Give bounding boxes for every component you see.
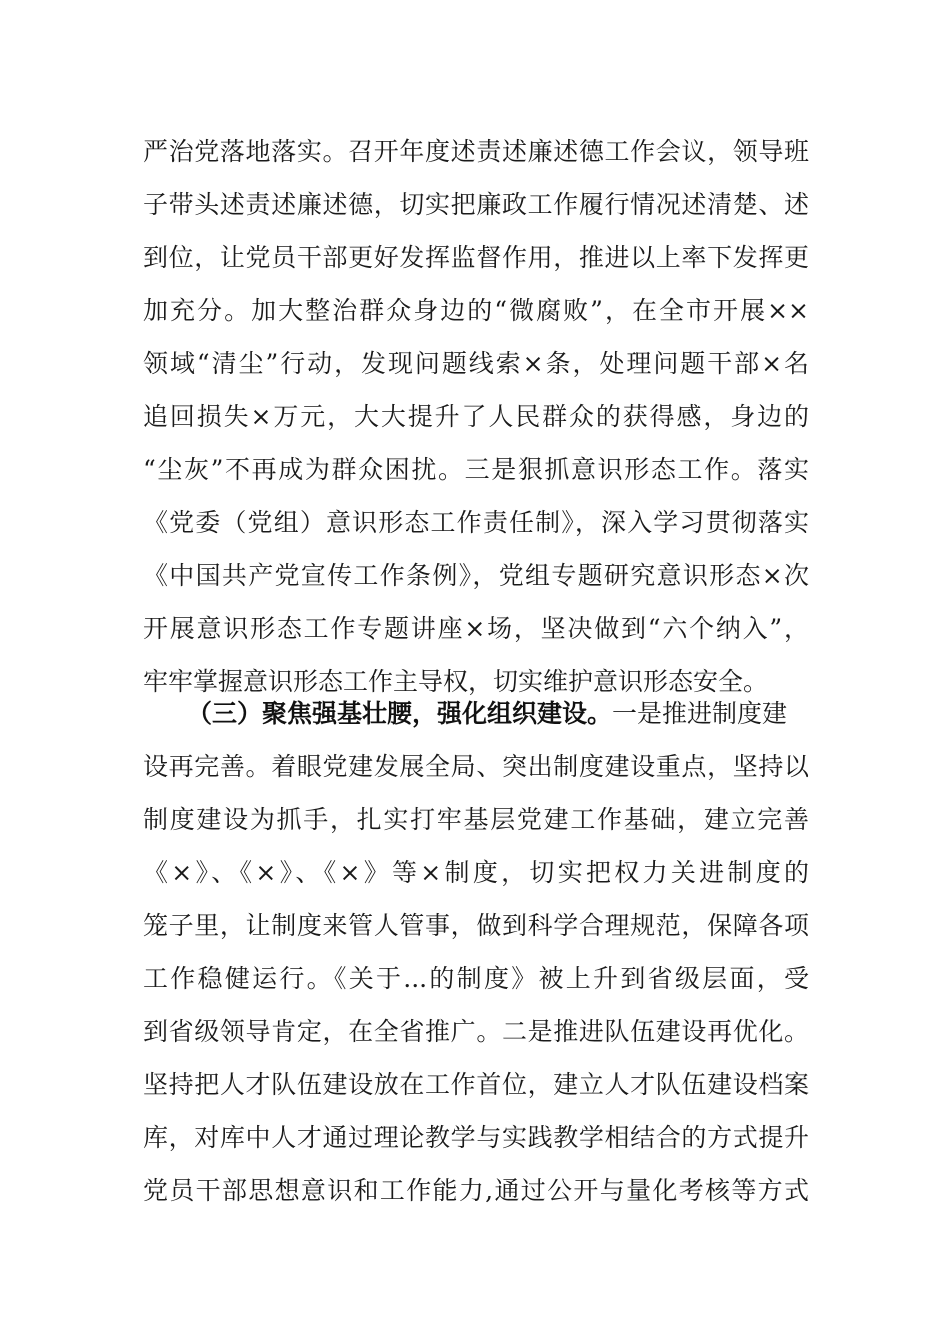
text-line: 坚持把人才队伍建设放在工作首位，建立人才队伍建设档案 (143, 1070, 809, 1099)
heading-line-rest: 一是推进制度建 (612, 699, 788, 728)
paragraph-discipline (143, 125, 809, 708)
text-line: 《中国共产党宣传工作条例》，党组专题研究意识形态×次 (143, 561, 809, 590)
text-line: 库，对库中人才通过理论教学与实践教学相结合的方式提升 (143, 1123, 809, 1152)
text-line: 《党委（党组）意识形态工作责任制》，深入学习贯彻落实 (143, 508, 809, 537)
text-line: 严治党落地落实。召开年度述责述廉述德工作会议，领导班 (143, 137, 809, 166)
text-line: 加充分。加大整治群众身边的“微腐败”，在全市开展×× (143, 296, 809, 325)
text-line: 追回损失×万元，大大提升了人民群众的获得感，身边的 (143, 402, 809, 431)
section-heading: （三）聚焦强基壮腰，强化组织建设。 (187, 699, 613, 728)
text-line: 领域“清尘”行动，发现问题线索×条，处理问题干部×名 (143, 349, 809, 378)
text-line: 《×》、《×》、《×》等×制度，切实把权力关进制度的 (143, 858, 809, 887)
text-line: 制度建设为抓手，扎实打牢基层党建工作基础，建立完善 (143, 805, 809, 834)
text-line: 党员干部思想意识和工作能力,通过公开与量化考核等方式 (143, 1176, 809, 1205)
paragraph-organization (143, 687, 809, 1217)
text-line: 设再完善。着眼党建发展全局、突出制度建设重点，坚持以 (143, 752, 809, 781)
text-line: “尘灰”不再成为群众困扰。三是狠抓意识形态工作。落实 (143, 455, 809, 484)
text-line: 牢牢掌握意识形态工作主导权，切实维护意识形态安全。 (143, 667, 769, 696)
text-line: 开展意识形态工作专题讲座×场，坚决做到“六个纳入”， (143, 614, 809, 643)
text-line: 子带头述责述廉述德，切实把廉政工作履行情况述清楚、述 (143, 190, 809, 219)
text-line: 工作稳健运行。《关于...的制度》被上升到省级层面，受 (143, 964, 809, 993)
text-line-first (143, 687, 809, 740)
text-line: 到省级领导肯定，在全省推广。二是推进队伍建设再优化。 (143, 1017, 809, 1046)
text-line: 笼子里，让制度来管人管事，做到科学合理规范，保障各项 (143, 911, 809, 940)
text-line: 到位，让党员干部更好发挥监督作用，推进以上率下发挥更 (143, 243, 809, 272)
